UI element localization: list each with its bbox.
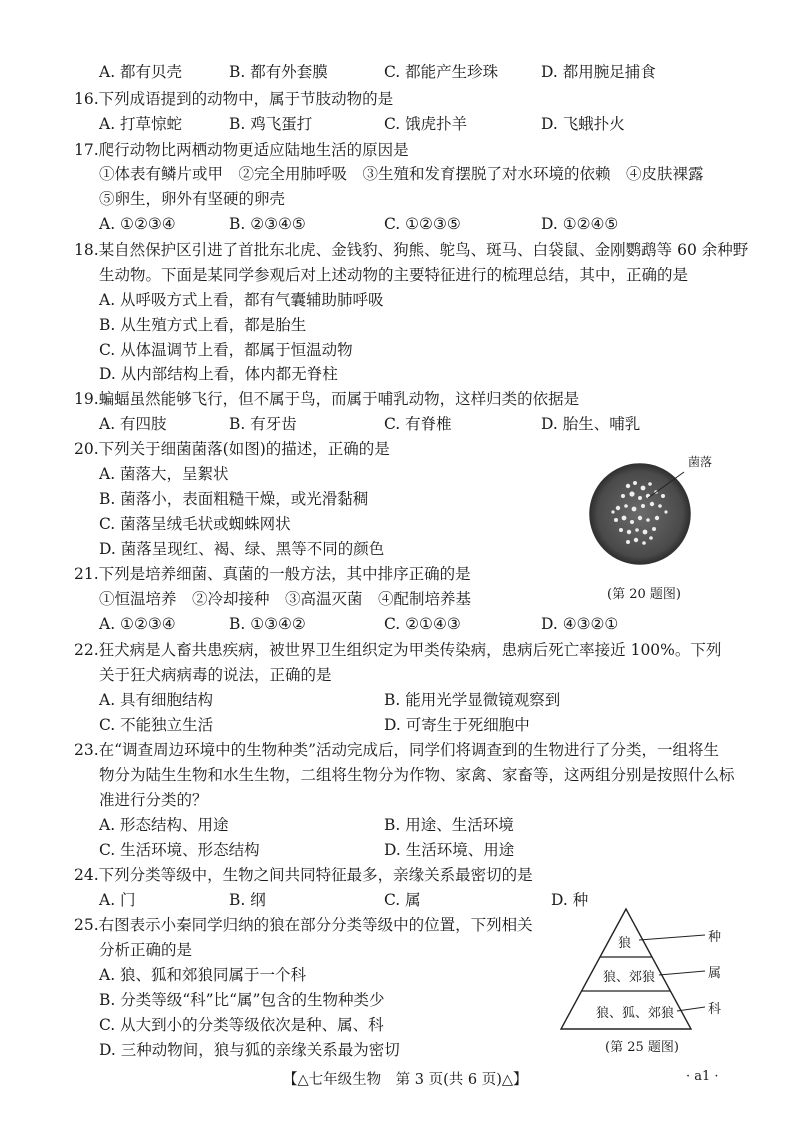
q15-option-c: C. 都能产生珍珠 bbox=[384, 63, 499, 81]
q23-option-d: D. 生活环境、用途 bbox=[384, 841, 515, 859]
q23-stem-line2: 物分为陆生生物和水生生物，二组将生物分为作物、家禽、家畜等，这两组分别是按照什么标 bbox=[99, 766, 735, 784]
q17-option-c: C. ①②③⑤ bbox=[384, 215, 461, 233]
pyramid-level1-label: 狼 bbox=[618, 936, 632, 951]
q23-stem-line1: 23.在“调查周边环境中的生物种类”活动完成后，同学们将调查到的生物进行了分类，一组将生 bbox=[74, 741, 720, 759]
q18-stem-line1: 18.某自然保护区引进了首批东北虎、金钱豹、狗熊、鸵鸟、斑马、白袋鼠、金刚鹦鹉等 60 余种野 bbox=[74, 241, 749, 259]
q18-option-d: D. 从内部结构上看，体内都无脊柱 bbox=[99, 365, 338, 383]
q21-option-d: D. ④③②① bbox=[541, 615, 619, 633]
q15-option-b: B. 都有外套膜 bbox=[229, 63, 328, 81]
q16-option-b: B. 鸡飞蛋打 bbox=[229, 115, 313, 133]
q24-option-c: C. 属 bbox=[384, 891, 421, 909]
q20-option-d: D. 菌落呈现红、褐、绿、黑等不同的颜色 bbox=[99, 540, 385, 558]
q25-figure-caption: (第 25 题图) bbox=[605, 1040, 679, 1055]
pyramid-rank-species: 种 bbox=[708, 930, 722, 945]
q15-option-d: D. 都用腕足捕食 bbox=[541, 63, 656, 81]
q25-option-a: A. 狼、狐和郊狼同属于一个科 bbox=[99, 966, 307, 984]
q17-items-line2: ⑤卵生，卵外有坚硬的卵壳 bbox=[99, 190, 286, 208]
q22-stem-line2: 关于狂犬病病毒的说法，正确的是 bbox=[99, 666, 332, 684]
q19-option-c: C. 有脊椎 bbox=[384, 415, 452, 433]
q21-items: ①恒温培养 ②冷却接种 ③高温灭菌 ④配制培养基 bbox=[99, 590, 472, 608]
q25-option-d: D. 三种动物间，狼与狐的亲缘关系最为密切 bbox=[99, 1041, 400, 1059]
q19-option-b: B. 有牙齿 bbox=[229, 415, 297, 433]
q20-option-c: C. 菌落呈绒毛状或蜘蛛网状 bbox=[99, 515, 291, 533]
q18-stem-line2: 生动物。下面是某同学参观后对上述动物的主要特征进行的梳理总结，其中，正确的是 bbox=[99, 266, 689, 284]
q24-stem: 24.下列分类等级中，生物之间共同特征最多，亲缘关系最密切的是 bbox=[74, 866, 533, 884]
pyramid-level3-label: 狼、狐、郊狼 bbox=[596, 1006, 675, 1021]
q22-option-c: C. 不能独立生活 bbox=[99, 716, 214, 734]
q21-option-a: A. ①②③④ bbox=[99, 615, 176, 633]
q16-option-a: A. 打草惊蛇 bbox=[99, 115, 183, 133]
q22-stem-line1: 22.狂犬病是人畜共患疾病，被世界卫生组织定为甲类传染病，患病后死亡率接近 100%。下列 bbox=[74, 641, 722, 659]
page-footer: 【△七年级生物 第 3 页(共 6 页)△】 bbox=[283, 1072, 528, 1088]
q25-stem-line2: 分析正确的是 bbox=[99, 941, 193, 959]
q15-option-a: A. 都有贝壳 bbox=[99, 63, 183, 81]
q17-option-d: D. ①②④⑤ bbox=[541, 215, 619, 233]
q21-stem: 21.下列是培养细菌、真菌的一般方法，其中排序正确的是 bbox=[74, 565, 471, 583]
q25-stem-line1: 25.右图表示小秦同学归纳的狼在部分分类等级中的位置，下列相关 bbox=[74, 916, 533, 934]
q18-option-a: A. 从呼吸方式上看，都有气囊辅助肺呼吸 bbox=[99, 291, 384, 309]
q17-items-line1: ①体表有鳞片或甲 ②完全用肺呼吸 ③生殖和发育摆脱了对水环境的依赖 ④皮肤裸露 bbox=[99, 165, 704, 183]
q18-option-b: B. 从生殖方式上看，都是胎生 bbox=[99, 316, 307, 334]
footer-code: · a1 · bbox=[686, 1069, 719, 1084]
pyramid-rank-family: 科 bbox=[708, 1002, 722, 1017]
colony-label: 菌落 bbox=[688, 455, 713, 469]
q23-option-a: A. 形态结构、用途 bbox=[99, 816, 229, 834]
pyramid-level2-label: 狼、郊狼 bbox=[603, 970, 656, 985]
q22-option-d: D. 可寄生于死细胞中 bbox=[384, 716, 530, 734]
q23-stem-line3: 准进行分类的？ bbox=[99, 791, 208, 809]
q23-option-b: B. 用途、生活环境 bbox=[384, 816, 514, 834]
q25-option-c: C. 从大到小的分类等级依次是种、属、科 bbox=[99, 1016, 384, 1034]
q17-option-a: A. ①②③④ bbox=[99, 215, 176, 233]
q20-option-b: B. 菌落小，表面粗糙干燥，或光滑黏稠 bbox=[99, 490, 369, 508]
q16-option-c: C. 饿虎扑羊 bbox=[384, 115, 468, 133]
q16-stem: 16.下列成语提到的动物中，属于节肢动物的是 bbox=[74, 90, 394, 108]
q18-option-c: C. 从体温调节上看，都属于恒温动物 bbox=[99, 341, 353, 359]
q23-option-c: C. 生活环境、形态结构 bbox=[99, 841, 260, 859]
q22-option-a: A. 具有细胞结构 bbox=[99, 691, 214, 709]
q20-figure-caption: (第 20 题图) bbox=[607, 587, 681, 602]
q21-option-b: B. ①③④② bbox=[229, 615, 306, 633]
q19-option-a: A. 有四肢 bbox=[99, 415, 167, 433]
q20-option-a: A. 菌落大，呈絮状 bbox=[99, 465, 229, 483]
q22-option-b: B. 能用光学显微镜观察到 bbox=[384, 691, 561, 709]
q25-option-b: B. 分类等级“科”比“属”包含的生物种类少 bbox=[99, 991, 385, 1009]
q24-option-d: D. 种 bbox=[551, 891, 589, 909]
q19-stem: 19.蝙蝠虽然能够飞行，但不属于鸟，而属于哺乳动物，这样归类的依据是 bbox=[74, 390, 580, 408]
q24-option-b: B. 纲 bbox=[229, 891, 266, 909]
q21-option-c: C. ②①④③ bbox=[384, 615, 461, 633]
q20-stem: 20.下列关于细菌菌落(如图)的描述，正确的是 bbox=[74, 440, 390, 458]
q17-option-b: B. ②③④⑤ bbox=[229, 215, 306, 233]
q24-option-a: A. 门 bbox=[99, 891, 136, 909]
pyramid-rank-genus: 属 bbox=[708, 966, 722, 981]
q16-option-d: D. 飞蛾扑火 bbox=[541, 115, 625, 133]
q19-option-d: D. 胎生、哺乳 bbox=[541, 415, 641, 433]
q17-stem: 17.爬行动物比两栖动物更适应陆地生活的原因是 bbox=[74, 141, 409, 159]
